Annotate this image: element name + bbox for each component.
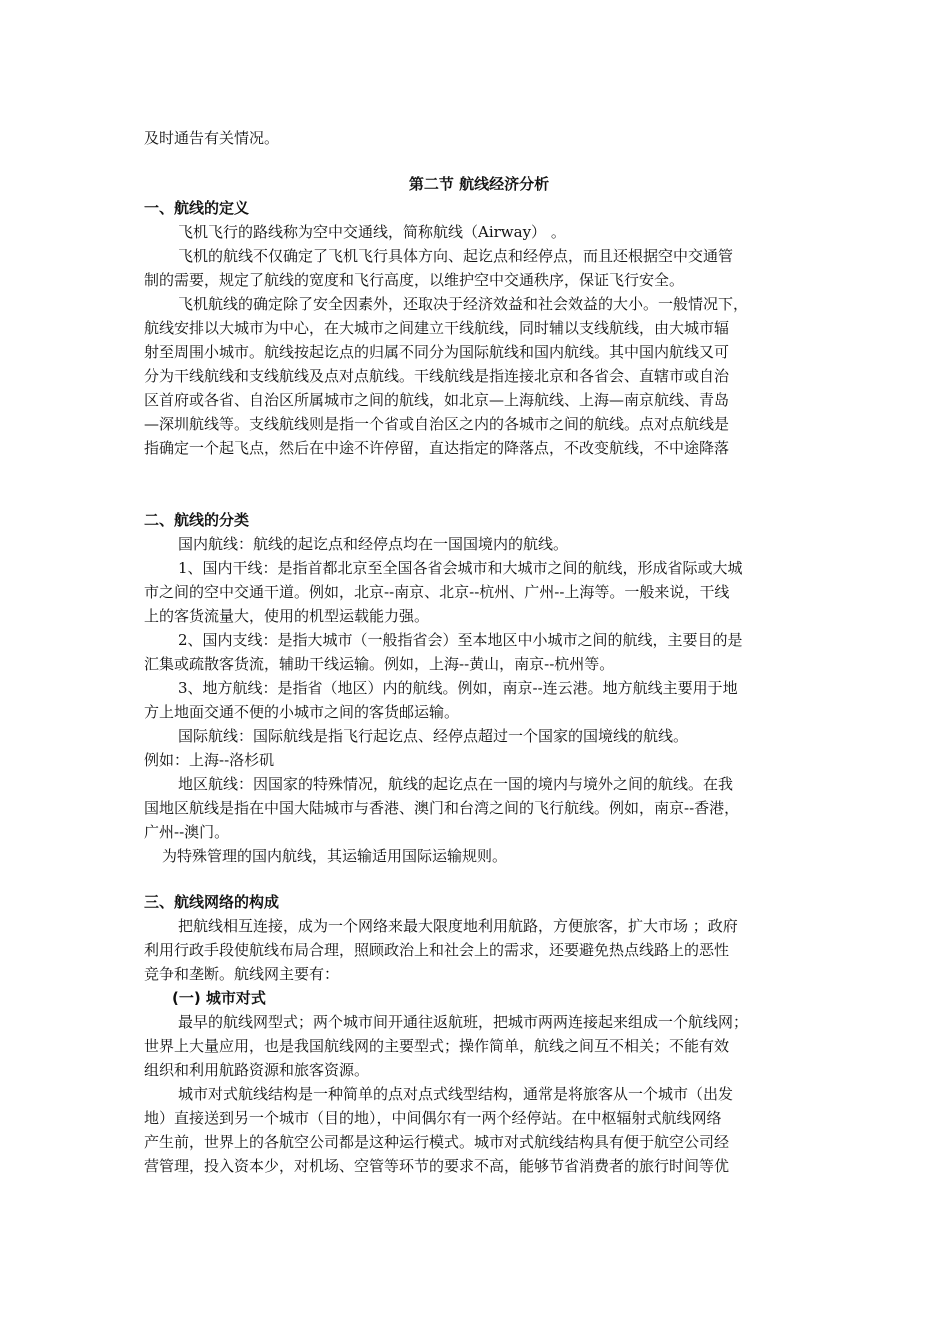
paragraph-line: 产生前，世界上的各航空公司都是这种运行模式。城市对式航线结构具有便于航空公司经 [144,1133,730,1151]
paragraph-line: 方上地面交通不便的小城市之间的客货邮运输。 [144,703,460,721]
paragraph-line: 例如：上海--洛杉矶 [144,751,275,769]
paragraph-line: —深圳航线等。支线航线则是指一个省或自治区之内的各城市之间的航线。点对点航线是 [144,415,730,433]
paragraph-line: 区首府或各省、自治区所属城市之间的航线，如北京—上海航线、上海—南京航线、青岛 [144,391,730,409]
paragraph-line: 国内航线：航线的起讫点和经停点均在一国国境内的航线。 [178,535,569,553]
paragraph-line: 分为干线航线和支线航线及点对点航线。干线航线是指连接北京和各省会、直辖市或自治 [144,367,730,385]
paragraph-line: 城市对式航线结构是一种简单的点对点式线型结构，通常是将旅客从一个城市（出发 [178,1085,734,1103]
heading-route-classification: 二、航线的分类 [144,511,250,529]
heading-route-network: 三、航线网络的构成 [144,893,280,911]
paragraph-line: 上的客货流量大，使用的机型运载能力强。 [144,607,430,625]
paragraph-line: 地区航线：因国家的特殊情况，航线的起讫点在一国的境内与境外之间的航线。在我 [178,775,734,793]
paragraph-line: 世界上大量应用，也是我国航线网的主要型式；操作简单，航线之间互不相关；不能有效 [144,1037,730,1055]
paragraph-line: 广州--澳门。 [144,823,230,841]
paragraph-line: 航线安排以大城市为中心，在大城市之间建立干线航线，同时辅以支线航线，由大城市辐 [144,319,730,337]
paragraph-line: 营管理，投入资本少，对机场、空管等环节的要求不高，能够节省消费者的旅行时间等优 [144,1157,730,1175]
section-title: 第二节 航线经济分析 [408,175,550,193]
paragraph-line: 利用行政手段使航线布局合理，照顾政治上和社会上的需求，还要避免热点线路上的恶性 [144,941,730,959]
paragraph-line: 制的需要，规定了航线的宽度和飞行高度，以维护空中交通秩序，保证飞行安全。 [144,271,685,289]
subheading-city-pair: (一) 城市对式 [172,989,266,1007]
paragraph-line: 指确定一个起飞点，然后在中途不许停留，直达指定的降落点，不改变航线，不中途降落 [144,439,730,457]
heading-route-definition: 一、航线的定义 [144,199,250,217]
paragraph-line: 汇集或疏散客货流，辅助干线运输。例如，上海--黄山，南京--杭州等。 [144,655,615,673]
paragraph-line: 1、国内干线：是指首都北京至全国各省会城市和大城市之间的航线，形成省际或大城 [178,559,743,577]
document-body [144,126,814,1178]
paragraph-line: 最早的航线网型式；两个城市间开通往返航班，把城市两两连接起来组成一个航线网； [178,1013,749,1031]
paragraph-line: 飞机的航线不仅确定了飞机飞行具体方向、起讫点和经停点，而且还根据空中交通管 [178,247,734,265]
paragraph-line: 国际航线：国际航线是指飞行起讫点、经停点超过一个国家的国境线的航线。 [178,727,689,745]
paragraph-line: 飞机飞行的路线称为空中交通线，简称航线（Airway） 。 [178,223,566,241]
paragraph-line: 竞争和垄断。航线网主要有： [144,965,340,983]
paragraph-line: 飞机航线的确定除了安全因素外，还取决于经济效益和社会效益的大小。一般情况下， [178,295,749,313]
paragraph-line: 国地区航线是指在中国大陆城市与香港、澳门和台湾之间的飞行航线。例如，南京--香港， [144,799,740,817]
paragraph-line: 2、国内支线：是指大城市（一般指省会）至本地区中小城市之间的航线，主要目的是 [178,631,743,649]
paragraph-line: 把航线相互连接，成为一个网络来最大限度地利用航路，方便旅客，扩大市场 ；政府 [178,917,738,935]
paragraph-line: 市之间的空中交通干道。例如，北京--南京、北京--杭州、广州--上海等。一般来说，干线 [144,583,730,601]
paragraph-line: 及时通告有关情况。 [144,129,280,147]
paragraph-line: 3、地方航线：是指省（地区）内的航线。例如，南京--连云港。地方航线主要用于地 [178,679,738,697]
paragraph-line: 地）直接送到另一个城市（目的地），中间偶尔有一两个经停站。在中枢辐射式航线网络 [144,1109,722,1127]
paragraph-line: 为特殊管理的国内航线，其运输适用国际运输规则。 [162,847,508,865]
paragraph-line: 组织和利用航路资源和旅客资源。 [144,1061,370,1079]
paragraph-line: 射至周围小城市。航线按起讫点的归属不同分为国际航线和国内航线。其中国内航线又可 [144,343,730,361]
